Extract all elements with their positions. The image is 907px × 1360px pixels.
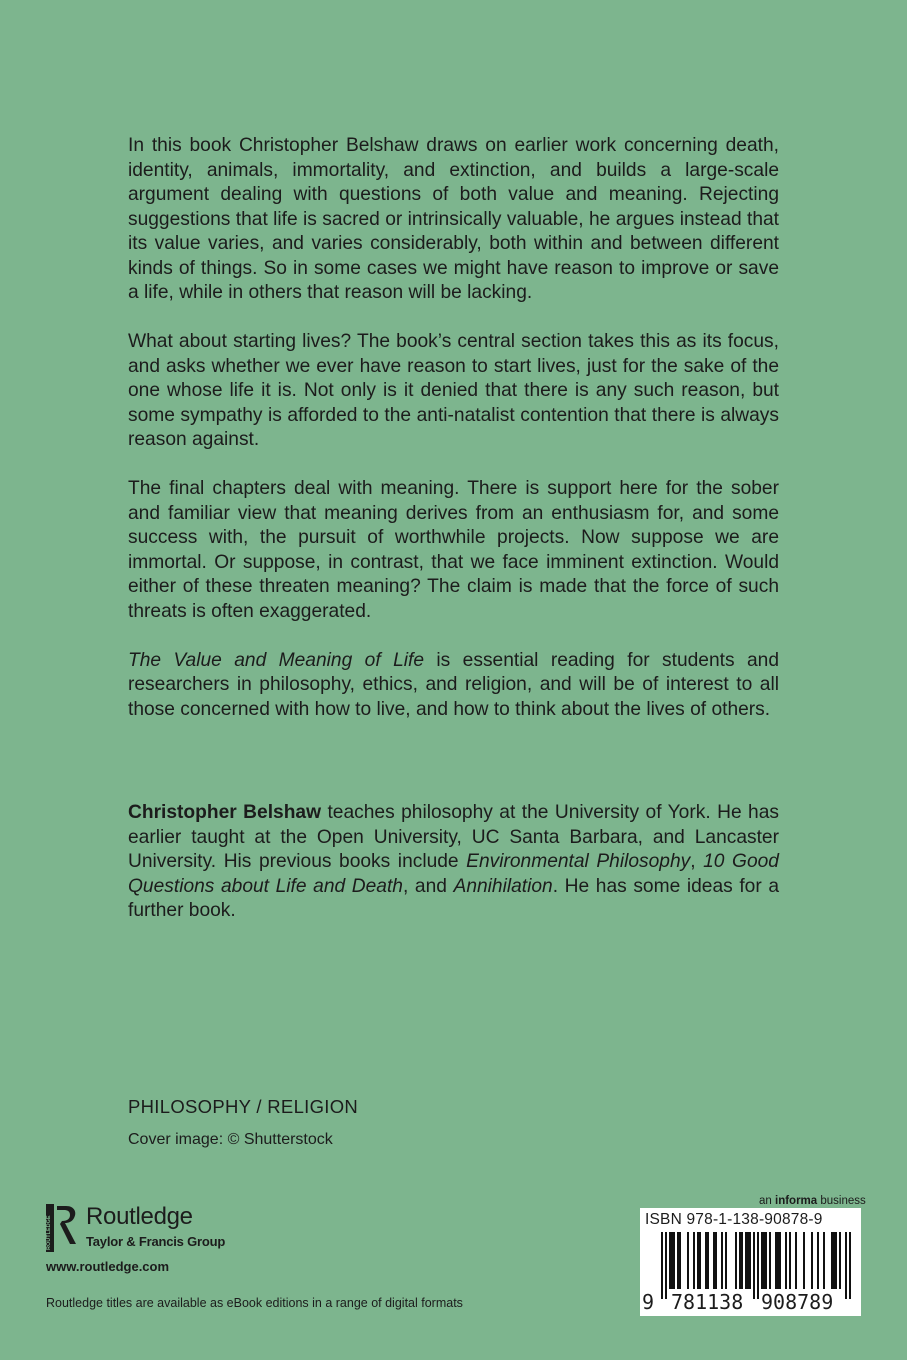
barcode-bar [839,1232,841,1289]
previous-book-2: 10 Good Questions about Life and Death [128,851,779,897]
author-bio [128,801,779,924]
barcode-bar [745,1232,747,1289]
barcode-bar [697,1232,699,1289]
bio-text-1: teaches philosophy at the University of York. He has earlier taught at the Open University, UC Santa Barbara, and Lancaster University. His previous books include [128,802,779,872]
barcode-bar [789,1232,791,1289]
barcode-bar [741,1232,743,1289]
barcode-bar [803,1232,805,1289]
barcode-bar [811,1232,813,1289]
barcode-digits-right: 908789 [761,1290,834,1314]
barcode-bar [779,1232,781,1289]
publisher-group: Taylor & Francis Group [86,1234,226,1249]
barcode-bar [715,1232,717,1289]
barcode-bar [845,1232,847,1299]
ebook-note: Routledge titles are available as eBook editions in a range of digital formats [46,1296,463,1310]
informa-prefix: an [759,1195,775,1207]
barcode-bar [725,1232,727,1289]
barcode-bar [769,1232,771,1289]
back-cover-blurb [128,134,779,747]
book-title: The Value and Meaning of Life [128,649,425,671]
barcode-bar [705,1232,707,1289]
barcode-bar [679,1232,681,1289]
barcode-bar [817,1232,819,1289]
barcode-bar [739,1232,741,1289]
logo-vertical-text: ROUTLEDGE [46,1215,52,1250]
barcode-bar [747,1232,749,1289]
barcode-bar [671,1232,673,1289]
author-name: Christopher Belshaw [128,802,322,823]
informa-tagline [759,1195,866,1207]
informa-suffix: business [817,1195,866,1207]
barcode-bar [761,1232,763,1289]
barcode-bar [713,1232,715,1289]
barcode-digits-left: 781138 [671,1290,744,1314]
barcode-bar [849,1232,851,1299]
blurb-paragraph-2: What about starting lives? The book’s central section takes this as its focus, and asks whether we ever have reason to start lives, just for the sake of the one whose life it is. Not only is it denied that there is any such reason, but some sympathy is afforded to the anti-natalist contention that there is always reason against. [128,331,779,450]
informa-brand: informa [775,1195,818,1207]
barcode-bar [673,1232,675,1289]
barcode-bar [693,1232,695,1289]
previous-book-3: Annihilation [453,875,553,897]
blurb-paragraph-4 [128,649,779,723]
barcode-bar [823,1232,825,1289]
bio-text-2: . He has some ideas for a further book. [128,875,779,921]
barcode-bar [699,1232,701,1289]
isbn-barcode [640,1208,861,1316]
cover-image-credit: Cover image: © Shutterstock [128,1131,333,1148]
barcode-bar [795,1232,797,1289]
bio-sep-1: , [690,851,704,872]
blurb-paragraph-4-text: is essential reading for students and researchers in philosophy, ethics, and religion, and will be of interest to all those concerned with how to live, and how to think about the lives of others. [128,649,779,720]
previous-book-1: Environmental Philosophy [466,851,691,872]
barcode-bar [687,1232,689,1289]
barcode-bar [669,1232,671,1289]
barcode-bar [677,1232,679,1289]
barcode-bar [777,1232,779,1289]
publisher-url[interactable]: www.routledge.com [46,1259,170,1274]
barcode-bar [735,1232,737,1289]
barcode-bar [833,1232,835,1289]
subject-category: PHILOSOPHY / RELIGION [128,1096,359,1117]
blurb-paragraph-3: The final chapters deal with meaning. There is support here for the sober and familiar view that meaning derives from an enthusiasm for, and some success with, the pursuit of worthwhile projects. Now suppose we are immortal. Or suppose, in contrast, that we face imminent extinction. Would either of these threaten meaning? The claim is made that the force of such threats is often exaggerated. [128,478,779,622]
barcode-bar [721,1232,723,1289]
blurb-paragraph-1: In this book Christopher Belshaw draws on earlier work concerning death, identity, animals, immortality, and extinction, and builds a large-scale argument dealing with questions of both value and meaning. Rejecting suggestions that life is sacred or intrinsically valuable, he argues instead that its value varies, and varies considerably, both within and between different kinds of things. So in some cases we might have reason to improve or save a life, while in others that reason will be lacking. [128,135,779,303]
barcode-bar [665,1232,667,1299]
barcode-bar [785,1232,787,1289]
barcode-first-digit: 9 [642,1290,655,1314]
barcode-bar [765,1232,767,1289]
bio-sep-2: , and [402,875,454,897]
barcode-bar [763,1232,765,1289]
barcode-bar [775,1232,777,1289]
barcode-bar [753,1232,755,1299]
barcode-bar [757,1232,759,1299]
barcode-bar [835,1232,837,1289]
isbn-label: ISBN 978-1-138-90878-9 [645,1211,823,1228]
barcode-bar [831,1232,833,1289]
barcode-bar [749,1232,751,1289]
routledge-logo-icon [46,1204,80,1252]
barcode-bar [707,1232,709,1289]
publisher-name: Routledge [86,1203,193,1230]
barcode-bar [661,1232,663,1299]
